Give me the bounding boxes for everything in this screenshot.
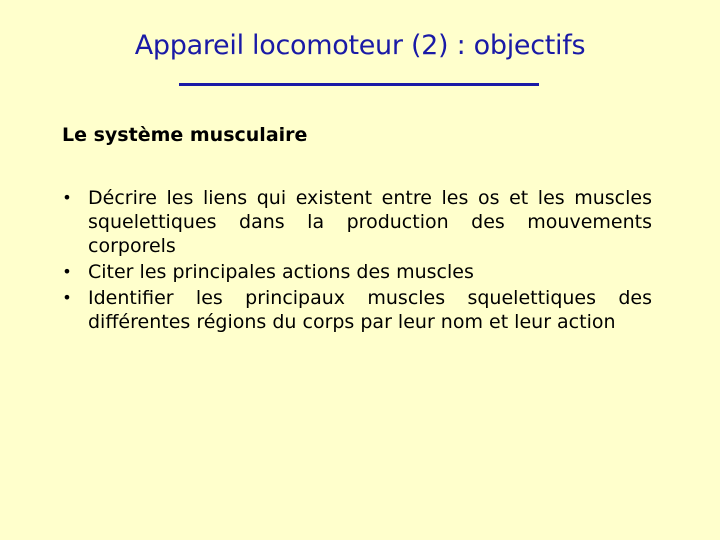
- bullet-icon: •: [62, 262, 72, 281]
- objectives-list: [60, 186, 652, 336]
- list-item: [60, 260, 652, 284]
- list-item: [60, 286, 652, 334]
- slide-title: Appareil locomoteur (2) : objectifs: [134, 30, 586, 61]
- bullet-icon: •: [62, 188, 72, 207]
- section-heading: Le système musculaire: [62, 124, 308, 146]
- bullet-icon: •: [62, 288, 72, 307]
- list-item: [60, 186, 652, 258]
- list-item-text: Décrire les liens qui existent entre les os et les muscles squelettiques dans la production des mouvements corporels: [88, 187, 652, 257]
- title-underline: [179, 83, 539, 86]
- list-item-text: Citer les principales actions des muscles: [88, 261, 474, 283]
- list-item-text: Identifier les principaux muscles squelettiques des différentes régions du corps par leur nom et leur action: [88, 287, 652, 333]
